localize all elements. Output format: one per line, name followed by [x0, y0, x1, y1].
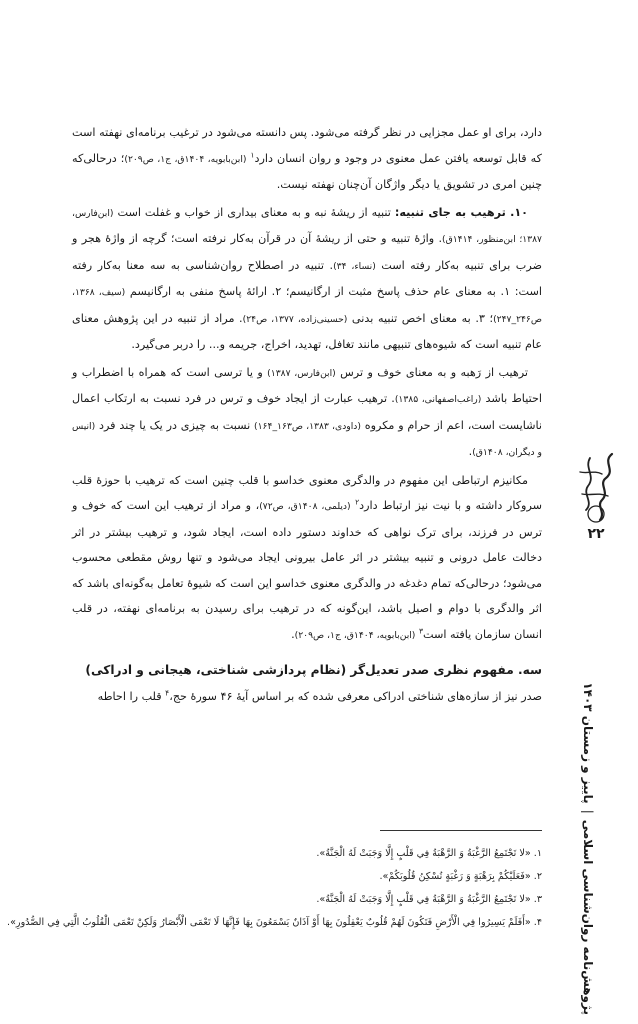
paragraph-3 — [72, 360, 542, 466]
header-separator: | — [581, 809, 595, 814]
footnote-ref-3[interactable]: ۳ — [418, 625, 423, 635]
p1-text: دارد، برای او عمل مجزایی در نظر گرفته می‌شود. پس دانسته می‌شود در ترغیب برنامه‌ای نهفته است که قابل توسعه یافتن عمل معنوی در وجود و روان انسان دارد — [72, 126, 542, 165]
p3-text-c: . ترهیب عبارت از ایجاد خوف و ترس در فرد نسبت به ارتکاب اعمال ناشایست است، اعم از حرام و مکروه — [72, 392, 542, 432]
p2-text-a: تنبیه از ریشهٔ نبه و به معنای بیداری از خواب و غفلت است — [113, 205, 395, 219]
footnote-ref-1[interactable]: ۱ — [250, 149, 255, 159]
footnote-2: ۲. «فَعَلَيْكُمْ بِرَهْبَةٍ وَ رَغْبَةٍ تُسْكِنُ قُلُوبَكُمْ». — [379, 871, 542, 882]
p4-end: . — [291, 627, 295, 641]
paragraph-2 — [72, 200, 542, 358]
citation: (نساء، ۳۴) — [333, 260, 376, 272]
citation: (سیف، ۱۳۶۸، ص۲۴۶_۲۴۷) — [72, 287, 542, 325]
citation: (راغب‌اصفهانی، ۱۳۸۵) — [394, 394, 482, 405]
page-number: ۲۲ — [587, 526, 605, 542]
footnote-ref-4[interactable]: ۴ — [165, 687, 170, 697]
p2-lead: ۱۰. ترهیب به جای تنبیه: — [394, 205, 528, 219]
p4-text-a: مکانیزم ارتباطی این مفهوم در والدگری معنوی خداسو با قلب چنین است که ترهیب با حوزهٔ قلب سروکار داشته و با نیت نیز ارتباط دارد — [72, 473, 543, 512]
main-text — [72, 120, 542, 709]
citation: (انیس و دیگران، ۱۴۰۸ق) — [72, 420, 542, 458]
citation: (حسینی‌زاده، ۱۳۷۷، ص۲۴) — [242, 313, 348, 325]
section-heading: سه. مفهوم نظری صدر تعدیل‌گر (نظام پردازشی شناختی، هیجانی و ادراکی) — [85, 663, 542, 677]
paragraph-4 — [72, 468, 542, 649]
p5-end: قلب را احاطه — [97, 689, 166, 703]
journal-title: پژوهش‌نامه روان‌شناسی اسلامی — [581, 819, 595, 1015]
p2-text-c: . تنبیه در اصطلاح روان‌شناسی به سه معنا به‌کار رفته است: ۱. به معنای عام حذف پاسخ مثبت از ارگانیسم؛ ۲. ارائهٔ پاسخ منفی به ارگانیسم — [72, 258, 543, 298]
footnotes — [7, 842, 542, 934]
p3-text-d: نسبت به چیزی در یک یا چند فرد — [95, 418, 255, 432]
p5-text: صدر نیز از سازه‌های شناختی ادراکی معرفی شده که بر اساس آیهٔ ۴۶ سورهٔ حج، — [169, 689, 542, 703]
p2-text-b: . واژهٔ تنبیه و حتی از ریشهٔ آن در قرآن به‌کار نرفته است؛ گرچه از واژهٔ هجر و ضرب برای تنبیه به‌کار رفته است — [72, 232, 542, 272]
citation: (داودی، ۱۳۸۳، ص۱۶۳_۱۶۴) — [254, 420, 361, 432]
citation: (ابن‌بابویه، ۱۴۰۴ق، ج۱، ص۲۰۹) — [294, 629, 416, 641]
citation: (ابن‌فارس، ۱۳۸۷) — [267, 367, 336, 379]
paragraph-5 — [72, 684, 542, 710]
journal-logo-icon — [572, 448, 622, 528]
running-header — [575, 555, 595, 1015]
citation: (دیلمی، ۱۴۰۸ق، ص۷۲) — [259, 501, 351, 512]
p2-text-d: ؛ ۳. به معنای اخص تنبیه بدنی — [347, 311, 494, 325]
p4-text-b: ، و مراد از ترهیب این است که خوف و ترس در فرزند، برای ترک نواهی که خداوند دستور داده است، ایجاد شود، و ترهیب بیشتر در اثر دخالت عامل درونی و تنبیه بیشتر در اثر عامل بیرونی ایجاد می‌شود و تنها روش مقطعی محسوب می‌شود؛ درحالی‌که تمام دغدغه در والدگری معنوی خداسو این است که شیوهٔ تعامل به‌گونه‌ای باشد که اثر والدگری با دوام و اصیل باشد، این‌گونه که در ترهیب برای رسیدن به برنامه‌ای نهفته، در قلب انسان سازمان یافته است — [72, 499, 542, 641]
p3-text-b: و یا ترسی است که همراه با اضطراب و احتیاط باشد — [72, 365, 542, 405]
footnote-divider — [380, 830, 542, 831]
citation: (ابن‌فارس، ۱۳۸۷؛ ابن‌منظور، ۱۴۱۴ق) — [72, 207, 542, 245]
footnote-3: ۳. «لا تَجْتَمِعُ الرَّغْبَةُ وَ الرَّهْبَةُ فِي قَلْبٍ إِلَّا وَجَبَتْ لَهُ الْجَنَّةُ». — [316, 894, 542, 905]
citation: (ابن‌بابویه، ۱۴۰۴ق، ج۱، ص۲۰۹) — [124, 153, 247, 165]
footnote-ref-2[interactable]: ۲ — [355, 497, 360, 507]
p1-end: ؛ درحالی‌که چنین امری در تشویق یا دیگر واژگان آن‌چنان نهفته نیست. — [72, 151, 542, 191]
footnote-1: ۱. «لا تَجْتَمِعُ الرَّغْبَةُ وَ الرَّهْبَةُ فِي قَلْبٍ إِلَّا وَجَبَتْ لَهُ الْجَنَّةُ». — [316, 848, 542, 859]
p2-text-e: . مراد از تنبیه در این پژوهش معنای عام تنبیه است که شیوه‌های تنبیهی مانند تغافل، تهدید، اخراج، جریمه و... را دربر می‌گیرد. — [72, 311, 542, 351]
p3-text-a: ترهیب از رَهبه و به معنای خوف و ترس — [335, 365, 529, 379]
p3-text-e: . — [468, 445, 473, 458]
footnote-4: ۴. «أَفَلَمْ يَسِيرُوا فِي الْأَرْضِ فَتَكُونَ لَهُمْ قُلُوبٌ يَعْقِلُونَ بِهَا أَوْ آذَانٌ يَسْمَعُونَ بِهَا فَإِنَّهَا لَا تَعْمَى الْأَبْصَارُ وَلَكِنْ تَعْمَى الْقُلُوبُ الَّتِي فِي الصُّدُورِ». — [7, 917, 542, 928]
paragraph-1 — [72, 120, 542, 198]
issue-date: پاییز و زمستان ۱۴۰۳ — [581, 682, 595, 804]
